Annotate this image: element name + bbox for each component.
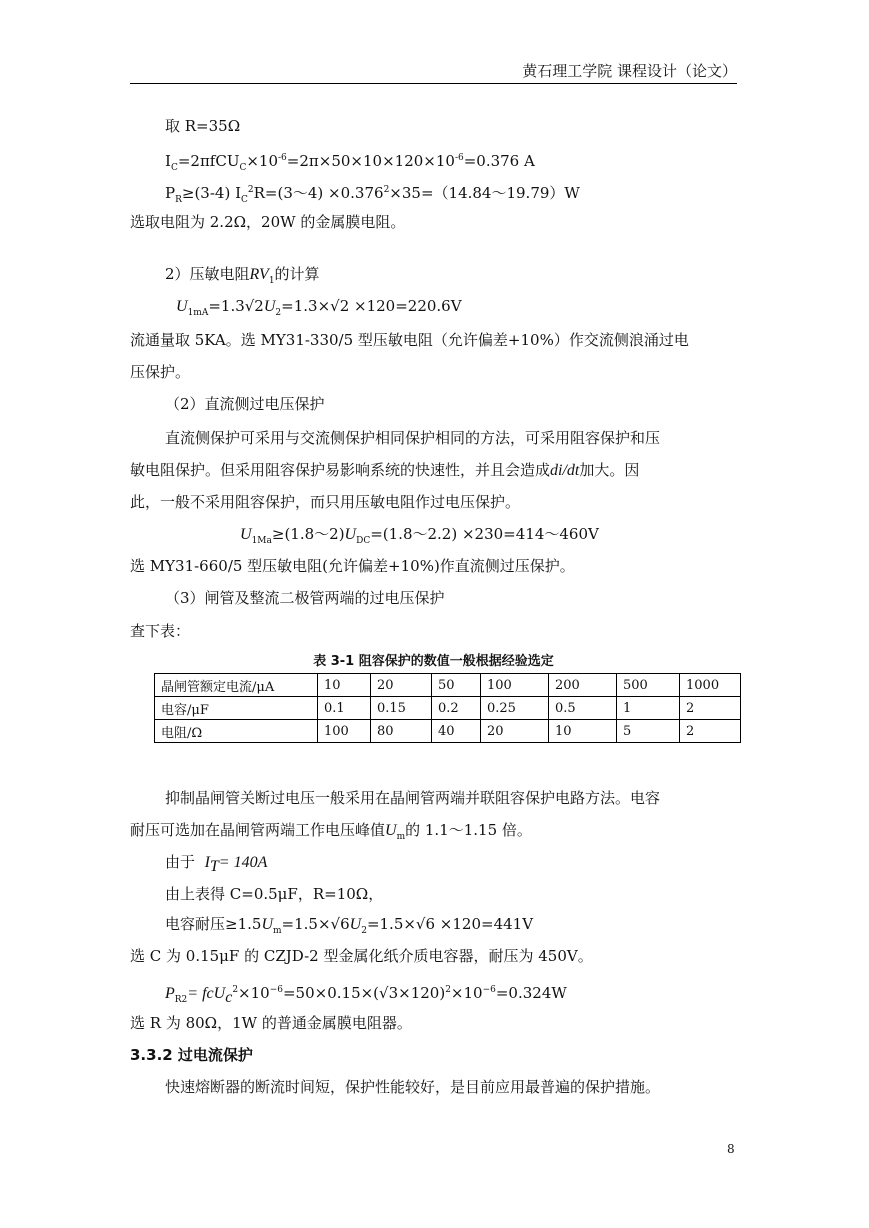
table-cell: 20 bbox=[371, 674, 432, 697]
text-line: 快速熔断器的断流时间短，保护性能较好，是目前应用最普遍的保护措施。 bbox=[165, 1078, 661, 1096]
table-cell: 0.25 bbox=[481, 697, 549, 720]
text-line: 选 R 为 80Ω，1W 的普通金属膜电阻器。 bbox=[130, 1014, 412, 1032]
subsection-heading: 2）压敏电阻$RV_1$的计算 bbox=[165, 265, 320, 286]
text-line: 直流侧保护可采用与交流侧保护相同保护相同的方法，可采用阻容保护和压 bbox=[165, 429, 661, 447]
text-line: 此，一般不采用阻容保护，而只用压敏电阻作过电压保护。 bbox=[130, 493, 521, 511]
text-line: 选 C 为 0.15μF 的 CZJD-2 型金属化纸介质电容器，耐压为 450V。 bbox=[130, 947, 593, 965]
cap-formula: 电容耐压$\ge 1.5U_m=1.5\times√6U_2=1.5\times√6 \times 120=441V$ bbox=[165, 915, 534, 936]
text-line: 选取电阻为 2.2Ω，20W 的金属膜电阻。 bbox=[130, 213, 406, 231]
table-cell: 100 bbox=[481, 674, 549, 697]
table-cell: 0.2 bbox=[432, 697, 481, 720]
header-rule bbox=[130, 83, 737, 84]
table-cell: 0.5 bbox=[549, 697, 617, 720]
eq1-formula: $U_{1mA}=1.3√2U_2=1.3\times√2 \times 120=220.6V$ bbox=[176, 297, 462, 318]
section-heading: 3.3.2 过电流保护 bbox=[130, 1046, 253, 1064]
subsection-heading: （3）闸管及整流二极管两端的过电压保护 bbox=[165, 589, 445, 607]
text-line: 取 R=35Ω bbox=[165, 117, 241, 135]
text-line: 选 MY31-660/5 型压敏电阻(允许偏差+10%)作直流侧过压保护。 bbox=[130, 557, 575, 575]
text-line: 由于 $I_T= 140A$ bbox=[165, 853, 268, 875]
table-cell: 1 bbox=[617, 697, 680, 720]
table-cell: 0.15 bbox=[371, 697, 432, 720]
pr-formula: $P_R\ge(3-4)$ $I_C^2R=(3\sim 4)$ $\times 0.376^2\times 35=(14.84\sim 19.79)W$ bbox=[165, 184, 580, 205]
rc-protection-table bbox=[154, 673, 741, 743]
text-line: 敏电阻保护。但采用阻容保护易影响系统的快速性，并且会造成di/dt加大。因 bbox=[130, 461, 640, 479]
table-row bbox=[155, 697, 741, 720]
table-cell: 2 bbox=[680, 697, 741, 720]
table-cell: 50 bbox=[432, 674, 481, 697]
table-cell: 2 bbox=[680, 720, 741, 743]
text-line: 压保护。 bbox=[130, 363, 191, 381]
table-cell: 0.1 bbox=[318, 697, 371, 720]
table-cell: 100 bbox=[318, 720, 371, 743]
text-line: 由上表得 C=0.5μF，R=10Ω， bbox=[165, 885, 384, 903]
text-line: 查下表： bbox=[130, 622, 191, 640]
table-cell: 40 bbox=[432, 720, 481, 743]
table-cell: 500 bbox=[617, 674, 680, 697]
table-cell: 10 bbox=[318, 674, 371, 697]
subsection-heading: （2）直流侧过电压保护 bbox=[165, 395, 325, 413]
table-cell: 晶闸管额定电流/μA bbox=[155, 674, 318, 697]
table-cell: 1000 bbox=[680, 674, 741, 697]
table-row bbox=[155, 720, 741, 743]
eq2-formula: $U_{1Ma}\ge(1.8\sim 2)U_{DC}=(1.8\sim 2.2)$ ×230=414～460V bbox=[240, 525, 599, 546]
page-header: 黄石理工学院 课程设计（论文） bbox=[522, 62, 737, 80]
table-row bbox=[155, 674, 741, 697]
table-cell: 20 bbox=[481, 720, 549, 743]
table-cell: 10 bbox=[549, 720, 617, 743]
table-cell: 200 bbox=[549, 674, 617, 697]
text-line: 抑制晶闸管关断过电压一般采用在晶闸管两端并联阻容保护电路方法。电容 bbox=[165, 789, 661, 807]
table-cell: 电容/μF bbox=[155, 697, 318, 720]
table-cell: 80 bbox=[371, 720, 432, 743]
table-caption: 表 3-1 阻容保护的数值一般根据经验选定 bbox=[313, 654, 554, 669]
text-line: 耐压可选加在晶闸管两端工作电压峰值$U_m$的 1.1～1.15 倍。 bbox=[130, 821, 532, 842]
table-cell: 电阻/Ω bbox=[155, 720, 318, 743]
page-number: 8 bbox=[727, 1142, 735, 1156]
text-line: 流通量取 5KA。选 MY31-330/5 型压敏电阻（允许偏差+10%）作交流侧浪涌过电 bbox=[130, 331, 689, 349]
table-cell: 5 bbox=[617, 720, 680, 743]
ic-formula: $I_C=2\pi fCU_C\times 10^{-6}=2\pi\times 50\times 10\times 120\times 10^{-6}=0.376$ A bbox=[165, 152, 535, 173]
pr2-formula: $P_{R2}= fcU_c^2\times 10^{-6}=50\times 0.15\times(√3\times 120)^2\times 10^{-6}=0.324W$ bbox=[165, 984, 567, 1006]
